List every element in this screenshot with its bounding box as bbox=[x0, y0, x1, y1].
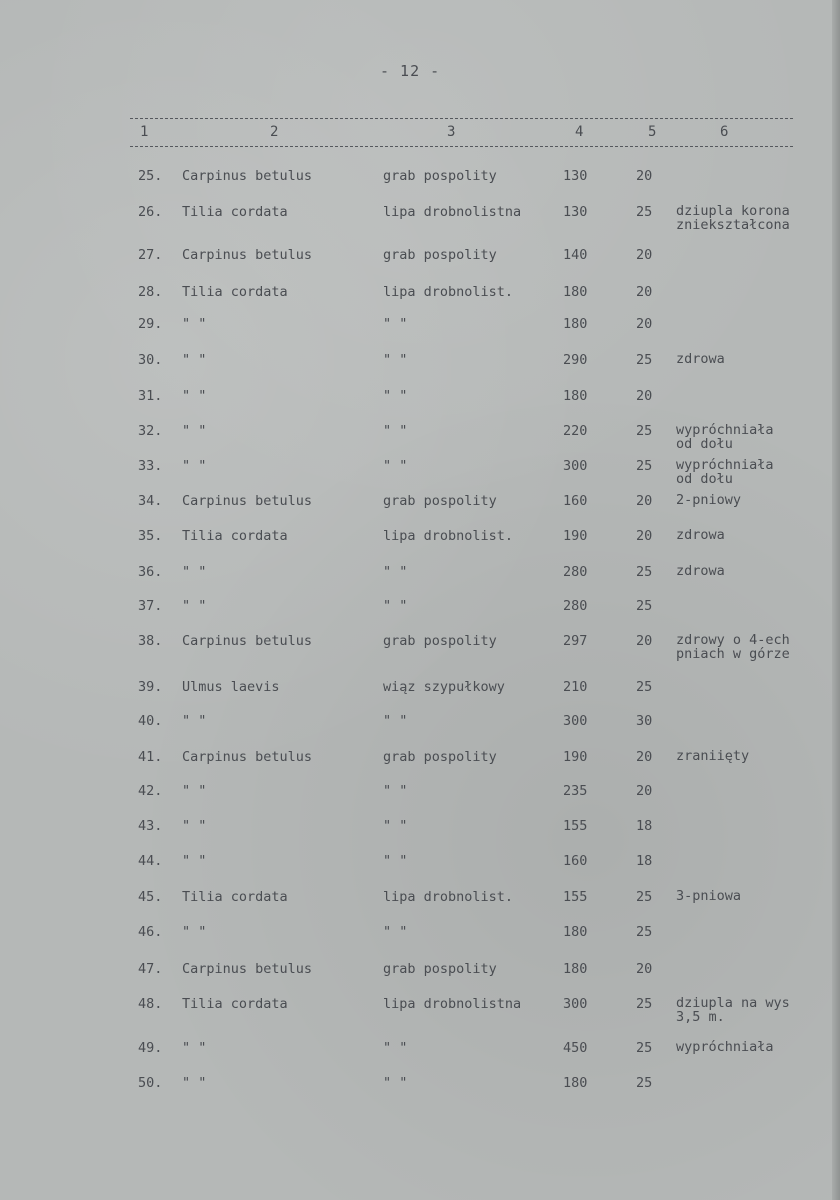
height: 20 bbox=[636, 783, 653, 799]
table-row bbox=[0, 598, 840, 618]
circumference: 290 bbox=[563, 352, 588, 368]
table-row bbox=[0, 818, 840, 838]
row-number: 42. bbox=[138, 783, 163, 799]
circumference: 180 bbox=[563, 388, 588, 404]
height: 25 bbox=[636, 1075, 653, 1091]
latin-name: " " bbox=[182, 1075, 207, 1091]
table-row bbox=[0, 1075, 840, 1095]
column-header-5: 5 bbox=[648, 124, 657, 140]
remarks bbox=[676, 749, 749, 763]
remark-line: zdrowy o 4-ech bbox=[676, 632, 790, 648]
polish-name: grab pospolity bbox=[383, 749, 497, 765]
polish-name: " " bbox=[383, 388, 408, 404]
column-header-3: 3 bbox=[447, 124, 456, 140]
height: 25 bbox=[636, 458, 653, 474]
polish-name: " " bbox=[383, 564, 408, 580]
latin-name: " " bbox=[182, 352, 207, 368]
remarks bbox=[676, 423, 774, 451]
row-number: 44. bbox=[138, 853, 163, 869]
table-row bbox=[0, 749, 840, 769]
row-number: 50. bbox=[138, 1075, 163, 1091]
table-row bbox=[0, 679, 840, 699]
latin-name: " " bbox=[182, 713, 207, 729]
height: 20 bbox=[636, 633, 653, 649]
table-row bbox=[0, 528, 840, 548]
height: 30 bbox=[636, 713, 653, 729]
circumference: 180 bbox=[563, 316, 588, 332]
latin-name: " " bbox=[182, 564, 207, 580]
circumference: 130 bbox=[563, 168, 588, 184]
latin-name: Carpinus betulus bbox=[182, 247, 313, 263]
latin-name: " " bbox=[182, 924, 207, 940]
circumference: 280 bbox=[563, 564, 588, 580]
table-row bbox=[0, 493, 840, 513]
table-row bbox=[0, 247, 840, 267]
row-number: 33. bbox=[138, 458, 163, 474]
remark-line: wypróchniała bbox=[676, 1039, 774, 1055]
height: 25 bbox=[636, 352, 653, 368]
polish-name: " " bbox=[383, 352, 408, 368]
circumference: 190 bbox=[563, 749, 588, 765]
height: 18 bbox=[636, 853, 653, 869]
height: 20 bbox=[636, 247, 653, 263]
table-row bbox=[0, 168, 840, 188]
height: 20 bbox=[636, 284, 653, 300]
polish-name: " " bbox=[383, 598, 408, 614]
latin-name: " " bbox=[182, 1040, 207, 1056]
circumference: 130 bbox=[563, 204, 588, 220]
page-number: - 12 - bbox=[380, 62, 441, 80]
table-row bbox=[0, 853, 840, 873]
column-header-4: 4 bbox=[575, 124, 584, 140]
remark-line: dziupla korona bbox=[676, 203, 790, 219]
row-number: 30. bbox=[138, 352, 163, 368]
row-number: 32. bbox=[138, 423, 163, 439]
polish-name: lipa drobnolistna bbox=[383, 204, 522, 220]
latin-name: Carpinus betulus bbox=[182, 493, 313, 509]
polish-name: grab pospolity bbox=[383, 961, 497, 977]
remarks bbox=[676, 204, 790, 232]
remarks bbox=[676, 1040, 774, 1054]
remarks bbox=[676, 889, 741, 903]
polish-name: " " bbox=[383, 1040, 408, 1056]
polish-name: grab pospolity bbox=[383, 247, 497, 263]
circumference: 297 bbox=[563, 633, 588, 649]
remark-line: od dołu bbox=[676, 436, 733, 452]
height: 18 bbox=[636, 818, 653, 834]
height: 25 bbox=[636, 924, 653, 940]
row-number: 49. bbox=[138, 1040, 163, 1056]
remark-line: dziupla na wys bbox=[676, 995, 790, 1011]
circumference: 180 bbox=[563, 284, 588, 300]
row-number: 43. bbox=[138, 818, 163, 834]
circumference: 300 bbox=[563, 713, 588, 729]
height: 20 bbox=[636, 388, 653, 404]
circumference: 160 bbox=[563, 493, 588, 509]
column-header-2: 2 bbox=[270, 124, 279, 140]
circumference: 300 bbox=[563, 996, 588, 1012]
latin-name: " " bbox=[182, 423, 207, 439]
latin-name: " " bbox=[182, 853, 207, 869]
remarks bbox=[676, 458, 774, 486]
column-header-1: 1 bbox=[140, 124, 149, 140]
table-row bbox=[0, 1040, 840, 1060]
height: 20 bbox=[636, 168, 653, 184]
table-row bbox=[0, 284, 840, 304]
row-number: 41. bbox=[138, 749, 163, 765]
circumference: 450 bbox=[563, 1040, 588, 1056]
polish-name: " " bbox=[383, 423, 408, 439]
row-number: 26. bbox=[138, 204, 163, 220]
table-row bbox=[0, 203, 840, 233]
circumference: 220 bbox=[563, 423, 588, 439]
circumference: 160 bbox=[563, 853, 588, 869]
row-number: 38. bbox=[138, 633, 163, 649]
latin-name: Carpinus betulus bbox=[182, 168, 313, 184]
row-number: 36. bbox=[138, 564, 163, 580]
remark-line: zraniięty bbox=[676, 748, 750, 764]
table-row bbox=[0, 783, 840, 803]
height: 20 bbox=[636, 528, 653, 544]
latin-name: " " bbox=[182, 388, 207, 404]
row-number: 47. bbox=[138, 961, 163, 977]
table-row bbox=[0, 889, 840, 909]
remark-line: 3,5 m. bbox=[676, 1009, 725, 1025]
height: 25 bbox=[636, 204, 653, 220]
circumference: 235 bbox=[563, 783, 588, 799]
latin-name: Carpinus betulus bbox=[182, 633, 313, 649]
polish-name: " " bbox=[383, 316, 408, 332]
latin-name: Tilia cordata bbox=[182, 996, 288, 1012]
height: 25 bbox=[636, 889, 653, 905]
latin-name: " " bbox=[182, 783, 207, 799]
polish-name: lipa drobnolistna bbox=[383, 996, 522, 1012]
circumference: 180 bbox=[563, 924, 588, 940]
remarks bbox=[676, 996, 790, 1024]
table-row bbox=[0, 632, 840, 662]
table-row bbox=[0, 388, 840, 408]
latin-name: " " bbox=[182, 598, 207, 614]
polish-name: lipa drobnolist. bbox=[383, 889, 514, 905]
polish-name: " " bbox=[383, 818, 408, 834]
height: 20 bbox=[636, 316, 653, 332]
remark-line: zdrowa bbox=[676, 563, 725, 579]
height: 25 bbox=[636, 564, 653, 580]
remarks bbox=[676, 633, 790, 661]
circumference: 210 bbox=[563, 679, 588, 695]
row-number: 25. bbox=[138, 168, 163, 184]
remark-line: wypróchniała bbox=[676, 457, 774, 473]
remark-line: zdrowa bbox=[676, 527, 725, 543]
table-row bbox=[0, 457, 840, 487]
circumference: 280 bbox=[563, 598, 588, 614]
height: 20 bbox=[636, 493, 653, 509]
remarks bbox=[676, 528, 725, 542]
height: 20 bbox=[636, 961, 653, 977]
table-row bbox=[0, 713, 840, 733]
height: 25 bbox=[636, 679, 653, 695]
polish-name: " " bbox=[383, 713, 408, 729]
polish-name: lipa drobnolist. bbox=[383, 528, 514, 544]
row-number: 28. bbox=[138, 284, 163, 300]
table-row bbox=[0, 961, 840, 981]
row-number: 27. bbox=[138, 247, 163, 263]
height: 25 bbox=[636, 1040, 653, 1056]
row-number: 45. bbox=[138, 889, 163, 905]
remarks bbox=[676, 564, 725, 578]
row-number: 39. bbox=[138, 679, 163, 695]
circumference: 155 bbox=[563, 818, 588, 834]
remarks bbox=[676, 352, 725, 366]
polish-name: " " bbox=[383, 783, 408, 799]
polish-name: " " bbox=[383, 458, 408, 474]
row-number: 35. bbox=[138, 528, 163, 544]
circumference: 190 bbox=[563, 528, 588, 544]
height: 20 bbox=[636, 749, 653, 765]
remark-line: pniach w górze bbox=[676, 646, 790, 662]
latin-name: Ulmus laevis bbox=[182, 679, 280, 695]
polish-name: lipa drobnolist. bbox=[383, 284, 514, 300]
height: 25 bbox=[636, 598, 653, 614]
latin-name: Carpinus betulus bbox=[182, 749, 313, 765]
remark-line: 2-pniowy bbox=[676, 492, 742, 508]
remark-line: 3-pniowa bbox=[676, 888, 742, 904]
table-row bbox=[0, 316, 840, 336]
table-row bbox=[0, 995, 840, 1025]
latin-name: Tilia cordata bbox=[182, 528, 288, 544]
polish-name: wiąz szypułkowy bbox=[383, 679, 505, 695]
table-rule-bottom bbox=[130, 146, 793, 147]
circumference: 140 bbox=[563, 247, 588, 263]
polish-name: " " bbox=[383, 853, 408, 869]
row-number: 48. bbox=[138, 996, 163, 1012]
latin-name: " " bbox=[182, 818, 207, 834]
row-number: 37. bbox=[138, 598, 163, 614]
remarks bbox=[676, 493, 741, 507]
remark-line: zdrowa bbox=[676, 351, 725, 367]
row-number: 31. bbox=[138, 388, 163, 404]
polish-name: grab pospolity bbox=[383, 493, 497, 509]
table-row bbox=[0, 422, 840, 452]
table-rule-top bbox=[130, 118, 793, 119]
latin-name: Tilia cordata bbox=[182, 284, 288, 300]
row-number: 40. bbox=[138, 713, 163, 729]
latin-name: " " bbox=[182, 316, 207, 332]
circumference: 180 bbox=[563, 961, 588, 977]
polish-name: grab pospolity bbox=[383, 168, 497, 184]
row-number: 46. bbox=[138, 924, 163, 940]
column-header-6: 6 bbox=[720, 124, 729, 140]
polish-name: " " bbox=[383, 1075, 408, 1091]
table-row bbox=[0, 924, 840, 944]
polish-name: grab pospolity bbox=[383, 633, 497, 649]
latin-name: Carpinus betulus bbox=[182, 961, 313, 977]
circumference: 155 bbox=[563, 889, 588, 905]
row-number: 29. bbox=[138, 316, 163, 332]
height: 25 bbox=[636, 996, 653, 1012]
remark-line: wypróchniała bbox=[676, 422, 774, 438]
remark-line: od dołu bbox=[676, 471, 733, 487]
height: 25 bbox=[636, 423, 653, 439]
latin-name: " " bbox=[182, 458, 207, 474]
remark-line: zniekształcona bbox=[676, 217, 790, 233]
table-row bbox=[0, 352, 840, 372]
circumference: 300 bbox=[563, 458, 588, 474]
polish-name: " " bbox=[383, 924, 408, 940]
table-row bbox=[0, 564, 840, 584]
row-number: 34. bbox=[138, 493, 163, 509]
latin-name: Tilia cordata bbox=[182, 889, 288, 905]
circumference: 180 bbox=[563, 1075, 588, 1091]
latin-name: Tilia cordata bbox=[182, 204, 288, 220]
